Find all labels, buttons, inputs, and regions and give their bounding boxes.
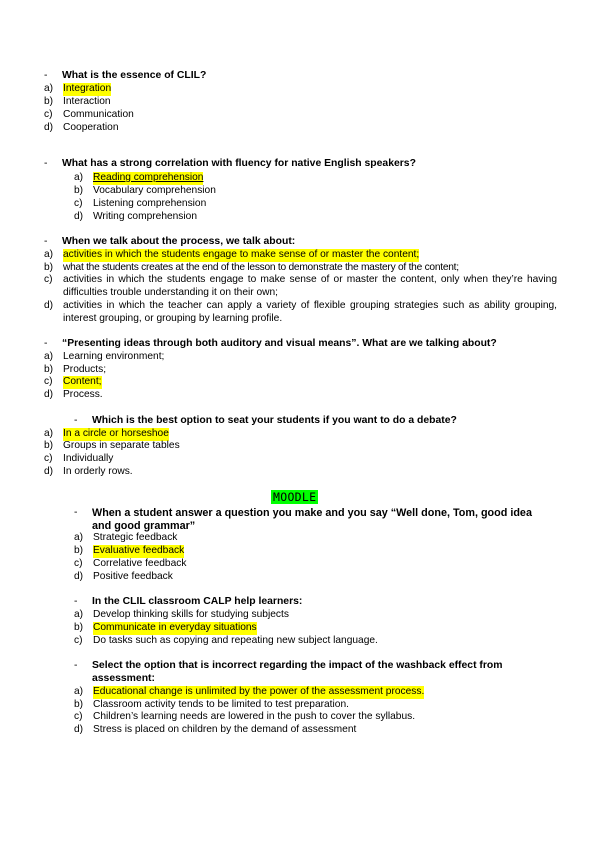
option-text: activities in which the students engage to make sense of or master the content, only when they’re having difficulties trouble understanding it on their own; <box>63 274 557 298</box>
option-letter: d) <box>44 300 54 311</box>
option-text: Process. <box>63 389 103 400</box>
question-text: Select the option that is incorrect regarding the impact of the washback effect from assessment: <box>92 660 503 684</box>
question-bullet: - <box>74 415 78 426</box>
option-letter: d) <box>74 211 84 222</box>
question-text: What is the essence of CLIL? <box>62 70 207 81</box>
option-text: Children’s learning needs are lowered in the push to cover the syllabus. <box>93 711 416 722</box>
option-text-correct: Content; <box>63 376 102 387</box>
option-letter: a) <box>44 428 54 439</box>
question-text: When a student answer a question you make and you say “Well done, Tom, good idea and good grammar” <box>92 507 532 532</box>
option-text: Groups in separate tables <box>63 440 180 451</box>
question-bullet: - <box>74 596 78 607</box>
option-letter: d) <box>74 724 84 735</box>
option-text-correct: Reading comprehension <box>93 172 204 183</box>
option-text: Stress is placed on children by the demand of assessment <box>93 724 357 735</box>
section-heading <box>271 490 318 504</box>
option-text: what the students creates at the end of the lesson to demonstrate the mastery of the content; <box>63 262 459 273</box>
option-letter: a) <box>44 351 54 362</box>
option-letter: b) <box>44 364 54 375</box>
option-letter: c) <box>44 109 53 120</box>
option-text-correct: Communicate in everyday situations <box>93 622 257 633</box>
option-text: activities in which the teacher can apply a variety of flexible grouping strategies such as ability grouping, interest grouping, or grouping by learning profile. <box>63 300 557 324</box>
option-text: Strategic feedback <box>93 532 178 543</box>
option-letter: b) <box>44 96 54 107</box>
option-letter: a) <box>74 172 84 183</box>
question-bullet: - <box>44 338 48 349</box>
option-text-correct: Evaluative feedback <box>93 545 185 556</box>
option-text: Writing comprehension <box>93 211 197 222</box>
option-letter: a) <box>74 686 84 697</box>
option-letter: d) <box>44 466 54 477</box>
question-text: Which is the best option to seat your students if you want to do a debate? <box>92 415 457 426</box>
option-letter: a) <box>44 249 54 260</box>
option-text: Interaction <box>63 96 111 107</box>
option-letter: c) <box>44 453 53 464</box>
question-text: In the CLIL classroom CALP help learners: <box>92 596 303 607</box>
option-text: Learning environment; <box>63 351 165 362</box>
option-text: Communication <box>63 109 134 120</box>
option-text: In orderly rows. <box>63 466 133 477</box>
question-bullet: - <box>44 70 48 81</box>
option-letter: b) <box>74 622 84 633</box>
option-letter: a) <box>44 83 54 94</box>
option-letter: b) <box>74 185 84 196</box>
option-letter: c) <box>74 558 83 569</box>
option-text-correct: Educational change is unlimited by the power of the assessment process. <box>93 686 425 697</box>
option-text: Individually <box>63 453 114 464</box>
option-letter: c) <box>74 198 83 209</box>
option-text: Do tasks such as copying and repeating new subject language. <box>93 635 378 646</box>
option-letter: a) <box>74 609 84 620</box>
option-text: Develop thinking skills for studying subjects <box>93 609 289 620</box>
option-letter: b) <box>74 699 84 710</box>
option-text: Classroom activity tends to be limited to test preparation. <box>93 699 349 710</box>
question-text: “Presenting ideas through both auditory and visual means”. What are we talking about? <box>62 338 497 349</box>
option-letter: c) <box>74 711 83 722</box>
option-text: Positive feedback <box>93 571 173 582</box>
option-letter: b) <box>44 262 54 273</box>
option-letter: c) <box>44 274 53 285</box>
question-text: What has a strong correlation with fluency for native English speakers? <box>62 158 416 169</box>
option-text: Listening comprehension <box>93 198 207 209</box>
option-text-correct: Integration <box>63 83 112 94</box>
question-bullet: - <box>44 236 48 247</box>
option-text: Vocabulary comprehension <box>93 185 216 196</box>
option-letter: b) <box>74 545 84 556</box>
question-text: When we talk about the process, we talk about: <box>62 236 296 247</box>
option-letter: c) <box>74 635 83 646</box>
option-text: Products; <box>63 364 107 375</box>
question-bullet: - <box>44 158 48 169</box>
question-bullet: - <box>74 660 78 671</box>
question-bullet: - <box>74 507 78 518</box>
option-letter: a) <box>74 532 84 543</box>
option-letter: b) <box>44 440 54 451</box>
option-text: Correlative feedback <box>93 558 187 569</box>
option-text-correct: In a circle or horseshoe <box>63 428 169 439</box>
section-title: MOODLE <box>273 490 317 504</box>
option-letter: d) <box>74 571 84 582</box>
option-letter: d) <box>44 389 54 400</box>
option-text: Cooperation <box>63 122 119 133</box>
option-text-correct: activities in which the students engage to make sense of or master the content; <box>63 249 420 260</box>
option-letter: d) <box>44 122 54 133</box>
option-letter: c) <box>44 376 53 387</box>
